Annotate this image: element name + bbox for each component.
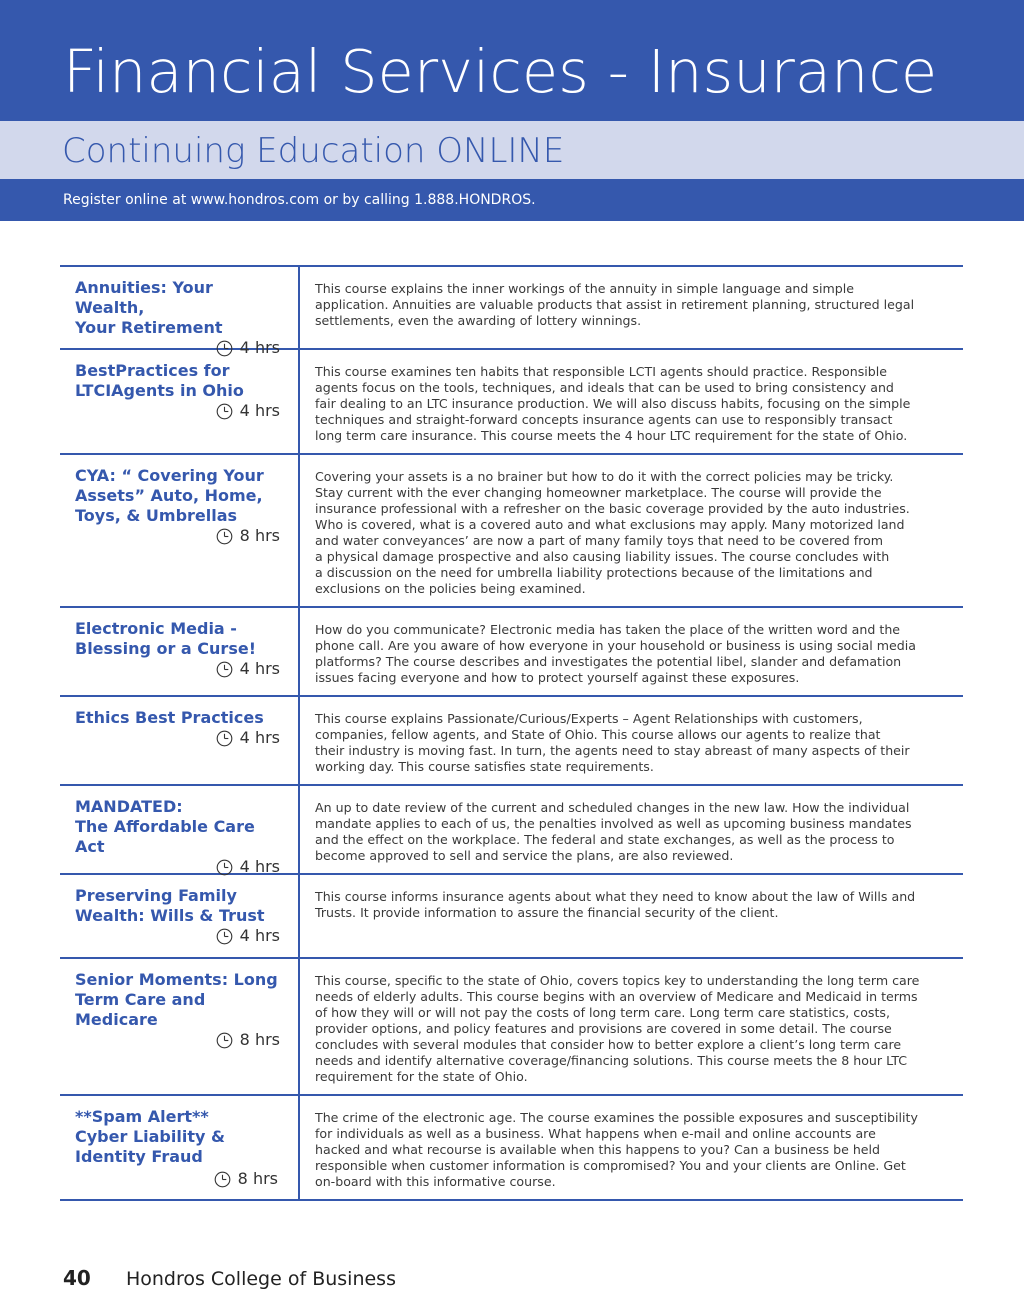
- course-duration: [75, 526, 280, 546]
- course-description: An up to date review of the current and scheduled changes in the new law. How the individual mandate applies to each of us, the penalties involved as well as upcoming business mandates and the effect on the workplace. The federal and state exchanges, as well as the process to become approved to sell and service the plans, are also reviewed.: [315, 800, 912, 863]
- course-duration: [214, 1169, 278, 1189]
- course-title: Annuities: Your Wealth, Your Retirement: [75, 278, 223, 337]
- page-subtitle: Continuing Education ONLINE: [62, 131, 565, 171]
- page-number: 40: [63, 1266, 91, 1290]
- course-duration: [75, 857, 280, 877]
- course-title: Senior Moments: Long Term Care and Medicare: [75, 970, 278, 1029]
- course-title: Electronic Media - Blessing or a Curse!: [75, 619, 256, 658]
- clock-icon: [216, 528, 233, 545]
- course-row: [60, 697, 963, 786]
- course-row: [60, 267, 963, 357]
- page-title: Financial Services - Insurance: [63, 37, 938, 106]
- course-description: This course examines ten habits that responsible LCTI agents should practice. Responsible agents focus on the tools, techniques, and ideals that can be used to bring consistency and fair dealing to an LTC insurance production. We will also discuss habits, focusing on the simple techniques and straight-forward concepts insurance agents can use to responsibly transact long term care insurance. This course meets the 4 hour LTC requirement for the state of Ohio.: [315, 364, 911, 443]
- course-hours-label: 4 hrs: [239, 338, 280, 357]
- course-row: [60, 1096, 963, 1201]
- course-description: How do you communicate? Electronic media has taken the place of the written word and the phone call. Are you aware of how everyone in your household or business is using social media platforms? The course describes and investigates the potential libel, slander and defamation issues facing everyone and how to protect yourself against these exposures.: [315, 622, 916, 685]
- course-hours-label: 4 hrs: [239, 728, 280, 747]
- course-table: [60, 265, 963, 1201]
- course-row: [60, 608, 963, 697]
- course-title-cell: [60, 959, 300, 1094]
- course-hours-label: 4 hrs: [239, 659, 280, 678]
- course-title: Preserving Family Wealth: Wills & Trust: [75, 886, 265, 925]
- course-description: This course explains the inner workings of the annuity in simple language and simple application. Annuities are valuable products that assist in retirement planning, structured legal settlements, even the awarding of lottery winnings.: [315, 281, 915, 328]
- course-title: CYA: “ Covering Your Assets” Auto, Home, Toys, & Umbrellas: [75, 466, 264, 525]
- course-hours-label: 4 hrs: [239, 401, 280, 420]
- clock-icon: [214, 1171, 231, 1188]
- clock-icon: [216, 661, 233, 678]
- register-band: [0, 179, 1024, 221]
- clock-icon: [216, 928, 233, 945]
- course-title: **Spam Alert** Cyber Liability & Identity Fraud: [75, 1107, 225, 1166]
- course-hours-label: 8 hrs: [239, 1030, 280, 1049]
- clock-icon: [216, 859, 233, 876]
- course-duration: [75, 401, 280, 421]
- course-title-cell: [60, 697, 300, 784]
- course-hours-label: 4 hrs: [239, 857, 280, 876]
- course-row: [60, 350, 963, 455]
- course-title-cell: [60, 875, 300, 957]
- course-hours-label: 8 hrs: [237, 1169, 278, 1188]
- course-description: This course, specific to the state of Ohio, covers topics key to understanding the long term care needs of elderly adults. This course begins with an overview of Medicare and Medicaid in terms of how they will or will not pay the costs of long term care. Long term care statistics, costs, provider options, and policy features and provisions are covered in some detail. The course concludes with several modules that consider how to better explore a client’s long term care needs and identify alternative coverage/financing solutions. This course meets the 8 hour LTC requirement for the state of Ohio.: [315, 973, 920, 1084]
- course-title-cell: [60, 786, 300, 876]
- page-footer: [63, 1266, 396, 1290]
- course-title-cell: [60, 350, 300, 453]
- course-duration: [75, 926, 280, 946]
- course-title-cell: [60, 267, 300, 357]
- title-band: [0, 0, 1024, 121]
- course-description: This course explains Passionate/Curious/Experts – Agent Relationships with customers, companies, fellow agents, and State of Ohio. This course allows our agents to realize that their industry is moving fast. In turn, the agents need to stay abreast of many aspects of their working day. This course satisfies state requirements.: [315, 711, 910, 774]
- register-text: Register online at www.hondros.com or by calling 1.888.HONDROS.: [63, 192, 536, 208]
- clock-icon: [216, 730, 233, 747]
- course-title: BestPractices for LTCIAgents in Ohio: [75, 361, 244, 400]
- course-row: [60, 786, 963, 875]
- subtitle-band: [0, 121, 1024, 179]
- course-row: [60, 455, 963, 608]
- course-description: This course informs insurance agents about what they need to know about the law of Wills and Trusts. It provide information to assure the financial security of the client.: [315, 889, 916, 920]
- publisher-name: Hondros College of Business: [125, 1268, 396, 1290]
- course-hours-label: 8 hrs: [239, 526, 280, 545]
- course-description: Covering your assets is a no brainer but how to do it with the correct policies may be tricky. Stay current with the ever changing homeowner marketplace. The course will provide the insurance professional with a refresher on the basic coverage provided by the auto industries. Who is covered, what is a covered auto and what exclusions may apply. Many motorized land and water conveyances’ are now a part of many family toys that need to be covered from a physical damage prospective and also causing liability issues. The course concludes with a discussion on the need for umbrella liability protections because of the limitations and exclusions on the policies being examined.: [315, 469, 910, 596]
- course-title-cell: [60, 608, 300, 695]
- course-duration: [75, 659, 280, 679]
- course-duration: [75, 1030, 280, 1050]
- course-title-cell: [60, 455, 300, 606]
- course-row: [60, 959, 963, 1096]
- course-hours-label: 4 hrs: [239, 926, 280, 945]
- course-title: MANDATED: The Affordable Care Act: [75, 797, 255, 856]
- clock-icon: [216, 403, 233, 420]
- course-description: The crime of the electronic age. The course examines the possible exposures and susceptibility for individuals as well as a business. What happens when e-mail and online accounts are hacked and what recourse is available when this happens to you? Can a business be held responsible when customer information is compromised? You and your clients are Online. Get on-board with this informative course.: [315, 1110, 918, 1189]
- clock-icon: [216, 1032, 233, 1049]
- course-title: Ethics Best Practices: [75, 708, 264, 727]
- course-duration: [75, 728, 280, 748]
- course-row: [60, 875, 963, 959]
- course-title-cell: [60, 1096, 300, 1199]
